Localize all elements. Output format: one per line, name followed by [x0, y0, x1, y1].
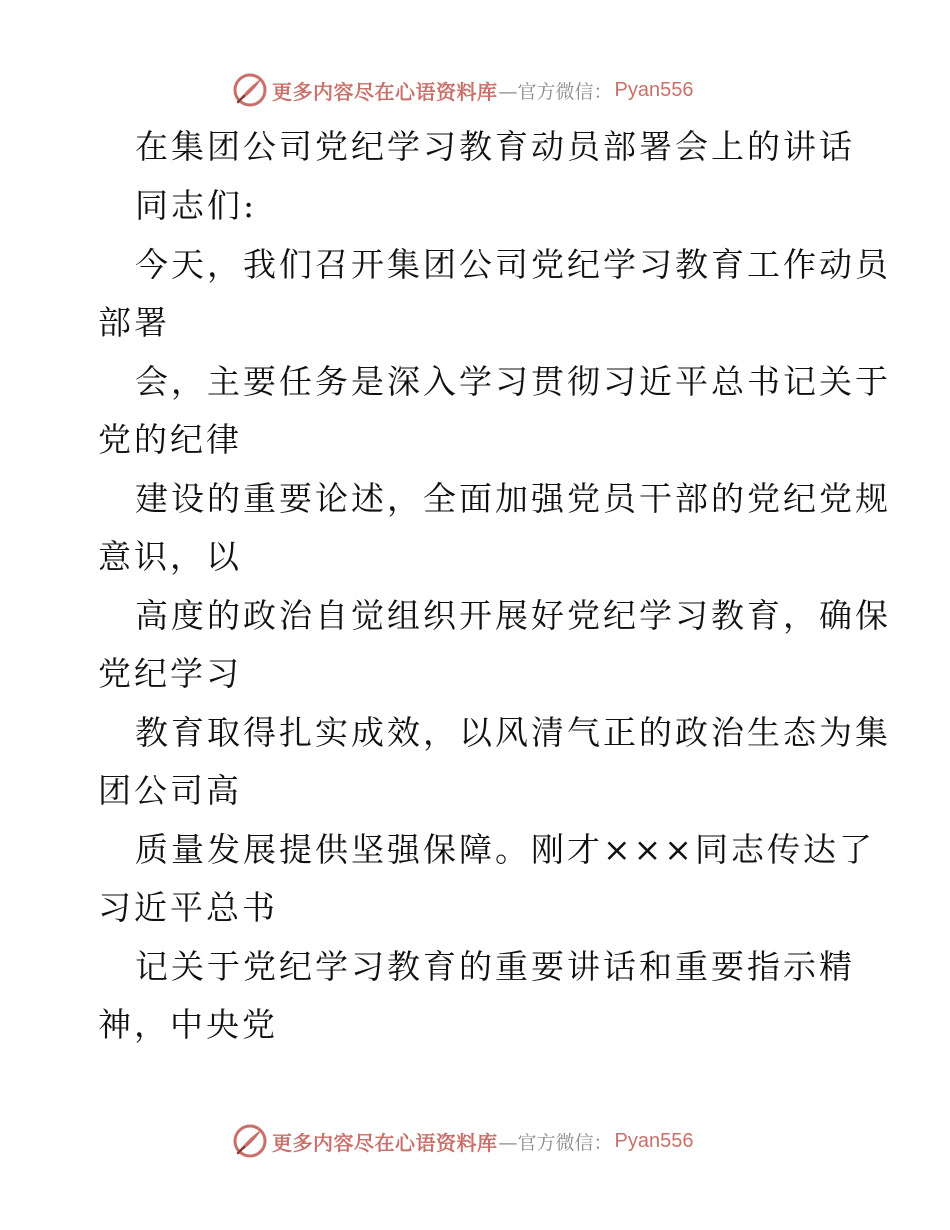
body-line: 党的纪律: [98, 420, 242, 459]
body-line: 高度的政治自觉组织开展好党纪学习教育，确保: [135, 596, 891, 635]
body-line: 意识，以: [98, 537, 242, 576]
body-line: 部署: [98, 303, 170, 342]
body-line: 神，中央党: [98, 1005, 278, 1044]
greeting: 同志们:: [135, 186, 258, 225]
watermark-wechat-id: Pyan556: [614, 1129, 694, 1152]
body-line: 团公司高: [98, 771, 242, 810]
body-line: 习近平总书: [98, 888, 278, 927]
watermark-wechat-id: Pyan556: [614, 78, 694, 101]
body-line: 党纪学习: [98, 654, 242, 693]
watermark-separator: —官方微信：: [498, 1131, 613, 1154]
body-line: 会，主要任务是深入学习贯彻习近平总书记关于: [135, 362, 891, 401]
watermark-main-text: 更多内容尽在心语资料库: [272, 79, 498, 104]
body-line: 建设的重要论述，全面加强党员干部的党纪党规: [135, 479, 891, 518]
watermark-separator: —官方微信：: [498, 80, 613, 103]
quill-logo-icon: [232, 72, 268, 108]
document-title: 在集团公司党纪学习教育动员部署会上的讲话: [135, 127, 855, 166]
quill-logo-icon: [232, 1123, 268, 1159]
footer-watermark: [232, 1123, 693, 1159]
header-watermark: [232, 72, 693, 108]
body-line: 今天，我们召开集团公司党纪学习教育工作动员: [135, 245, 891, 284]
watermark-main-text: 更多内容尽在心语资料库: [272, 1130, 498, 1155]
body-line: 质量发展提供坚强保障。刚才×××同志传达了: [135, 830, 875, 869]
body-line: 教育取得扎实成效，以风清气正的政治生态为集: [135, 713, 891, 752]
body-line: 记关于党纪学习教育的重要讲话和重要指示精: [135, 947, 855, 986]
